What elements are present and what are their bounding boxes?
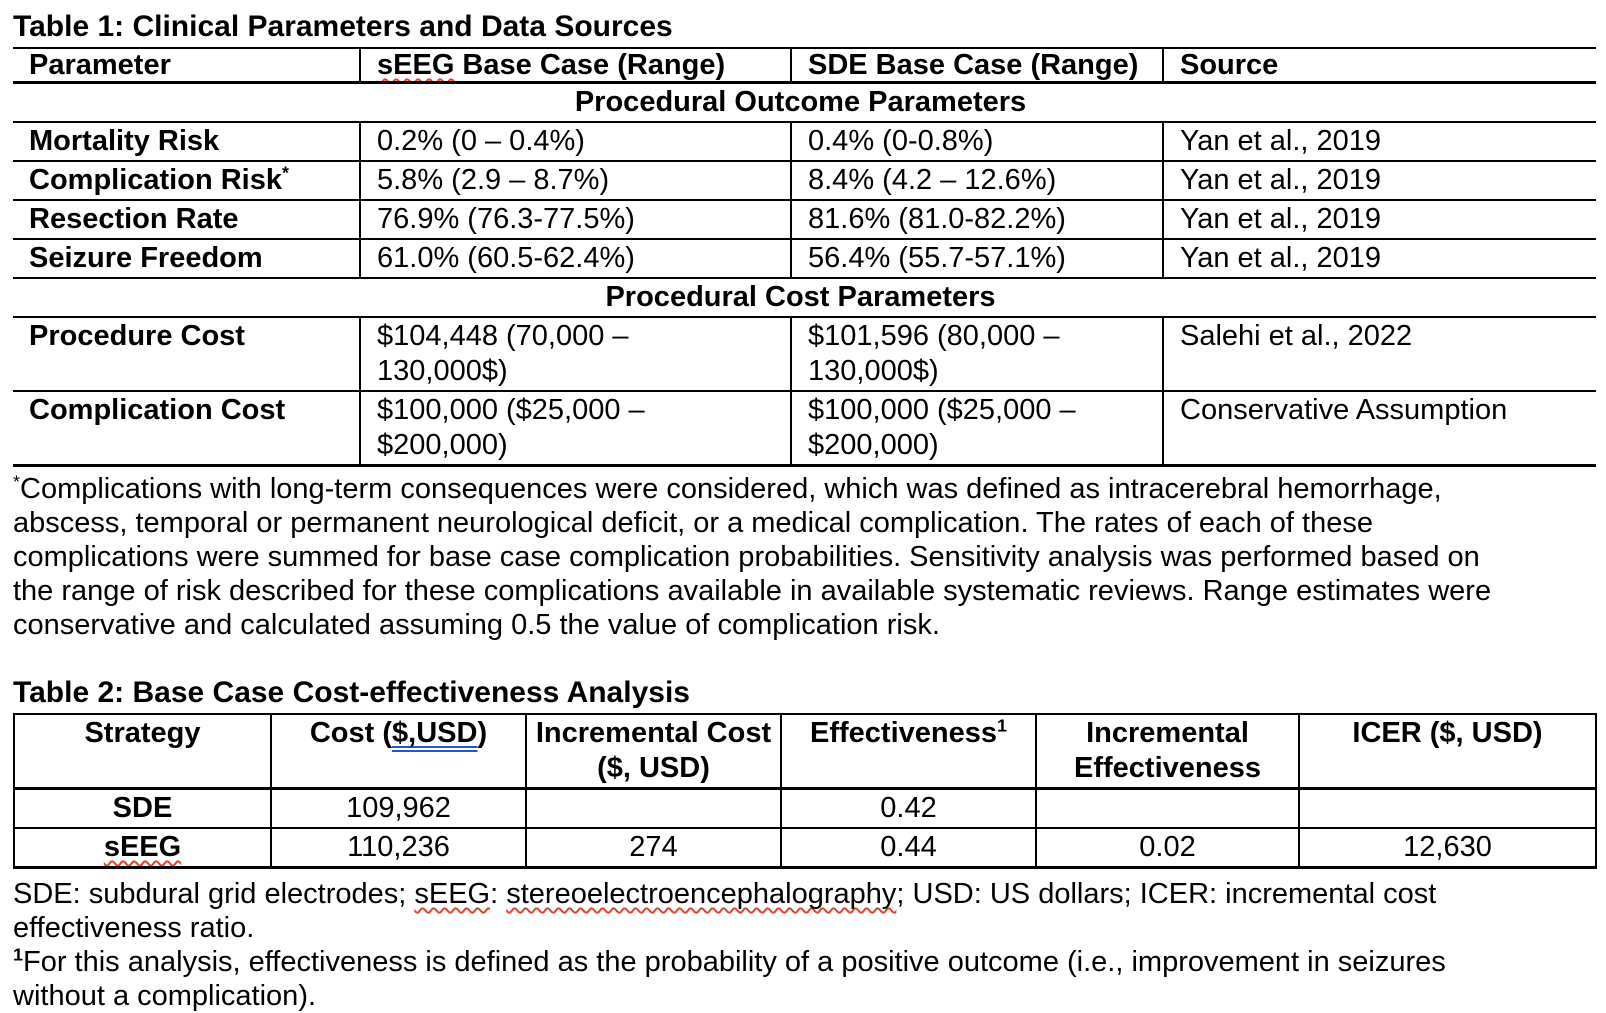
seeg-misspelling: sEEG — [414, 878, 491, 910]
cell-sde-value: 8.4% (4.2 – 12.6%) — [791, 161, 1163, 200]
footnote-line: the range of risk described for these complications available in available systematic reviews. Range estimates were — [13, 575, 1492, 607]
grammar-underline: $,USD — [392, 717, 478, 749]
cell-parameter: Seizure Freedom — [13, 239, 360, 278]
footnote-ref-superscript: 1 — [997, 715, 1007, 736]
footnote-line: $^1$For this analysis, effectiveness is defined as the probability of a positive outcome (i.e., improvement in seizures — [13, 944, 1446, 978]
section-label-cost: Procedural Cost Parameters — [13, 278, 1596, 317]
section-row-cost — [13, 278, 1596, 317]
table-row-seizure-freedom — [13, 239, 1596, 278]
seeg-misspelling: sEEG — [103, 831, 182, 863]
cell-sde-value: 56.4% (55.7-57.1%) — [791, 239, 1163, 278]
t2-header-incremental-effectiveness: Incremental Effectiveness — [1036, 714, 1299, 789]
t1-header-seeg — [360, 48, 791, 83]
table-row-complication-cost — [13, 391, 1596, 466]
cell-icer — [1299, 789, 1596, 829]
cell-seeg-value: 76.9% (76.3-77.5%) — [360, 200, 791, 239]
footnote-line: SDE: subdural grid electrodes; sEEG: stereoelectroencephalography; USD: US dollars; ICER: incremental cost — [13, 878, 1437, 910]
stereoeeg-misspelling: stereoelectroencephalography — [506, 878, 897, 910]
asterisk-superscript: * — [282, 162, 289, 183]
section-row-outcome — [13, 83, 1596, 123]
cell-sde-value: $100,000 ($25,000 – $200,000) — [791, 391, 1163, 466]
footnote-line: abscess, temporal or permanent neurological deficit, or a medical complication. The rates of each of these — [13, 507, 1373, 539]
cell-seeg-value: 0.2% (0 – 0.4%) — [360, 122, 791, 161]
cell-incremental-cost: 274 — [526, 828, 781, 868]
table-row-complication-risk — [13, 161, 1596, 200]
cell-sde-value: $101,596 (80,000 – 130,000$) — [791, 317, 1163, 391]
cell-cost: 110,236 — [271, 828, 526, 868]
seeg-misspelling: sEEG — [377, 49, 455, 81]
cell-sde-value: 0.4% (0-0.8%) — [791, 122, 1163, 161]
t2-header-cost: Cost ($,USD) — [271, 714, 526, 789]
footnote-line: effectiveness ratio. — [13, 912, 255, 944]
section-label-outcome: Procedural Outcome Parameters — [13, 83, 1596, 123]
cell-strategy — [14, 828, 271, 868]
cell-parameter: Complication Cost — [13, 391, 360, 466]
t2-header-effectiveness: Effectiveness$^1$ — [781, 714, 1036, 789]
table2-footnote — [13, 877, 1593, 1013]
cell-source: Yan et al., 2019 — [1163, 239, 1596, 278]
cell-icer: 12,630 — [1299, 828, 1596, 868]
cell-incremental-effectiveness: 0.02 — [1036, 828, 1299, 868]
footnote-line: conservative and calculated assuming 0.5 the value of complication risk. — [13, 609, 940, 641]
cell-cost: 109,962 — [271, 789, 526, 829]
table1-footnote — [13, 472, 1593, 642]
cell-seeg-value: $100,000 ($25,000 – $200,000) — [360, 391, 791, 466]
cell-source: Yan et al., 2019 — [1163, 122, 1596, 161]
table1 — [13, 47, 1596, 467]
cell-seeg-value: $104,448 (70,000 – 130,000$) — [360, 317, 791, 391]
table-row-sde — [14, 789, 1596, 829]
table-row-mortality-risk — [13, 122, 1596, 161]
cell-incremental-cost — [526, 789, 781, 829]
table-row-seeg — [14, 828, 1596, 868]
t1-header-parameter: Parameter — [13, 48, 360, 83]
table-row-procedure-cost — [13, 317, 1596, 391]
cell-parameter: Procedure Cost — [13, 317, 360, 391]
cell-effectiveness: 0.42 — [781, 789, 1036, 829]
t2-header-strategy: Strategy — [14, 714, 271, 789]
cell-sde-value: 81.6% (81.0-82.2%) — [791, 200, 1163, 239]
t2-header-icer: ICER ($, USD) — [1299, 714, 1596, 789]
t1-header-sde: SDE Base Case (Range) — [791, 48, 1163, 83]
footnote-ref-superscript: 1 — [13, 944, 23, 965]
cell-source: Yan et al., 2019 — [1163, 161, 1596, 200]
cell-effectiveness: 0.44 — [781, 828, 1036, 868]
cell-seeg-value: 5.8% (2.9 – 8.7%) — [360, 161, 791, 200]
t2-header-incremental-cost: Incremental Cost ($, USD) — [526, 714, 781, 789]
footnote-line: without a complication). — [13, 980, 317, 1012]
cell-parameter: Complication Risk* — [13, 161, 360, 200]
cell-source: Salehi et al., 2022 — [1163, 317, 1596, 391]
cell-seeg-value: 61.0% (60.5-62.4%) — [360, 239, 791, 278]
cell-source: Yan et al., 2019 — [1163, 200, 1596, 239]
table2-title: Table 2: Base Case Cost-effectiveness Analysis — [13, 676, 690, 709]
cell-parameter: Mortality Risk — [13, 122, 360, 161]
footnote-line: complications were summed for base case complication probabilities. Sensitivity analysis was performed based on — [13, 541, 1480, 573]
table2 — [13, 713, 1597, 869]
table-row-resection-rate — [13, 200, 1596, 239]
t1-header-source: Source — [1163, 48, 1596, 83]
cell-parameter: Resection Rate — [13, 200, 360, 239]
t1-header-seeg-rest: Base Case (Range) — [454, 49, 726, 81]
cell-incremental-effectiveness — [1036, 789, 1299, 829]
table1-header-row — [13, 48, 1596, 83]
asterisk-superscript: * — [13, 471, 20, 492]
footnote-line: *Complications with long-term consequences were considered, which was defined as intracerebral hemorrhage, — [13, 471, 1442, 505]
table2-header-row — [14, 714, 1596, 789]
table1-title: Table 1: Clinical Parameters and Data Sources — [13, 10, 673, 43]
cell-source: Conservative Assumption — [1163, 391, 1596, 466]
cell-strategy: SDE — [14, 789, 271, 829]
